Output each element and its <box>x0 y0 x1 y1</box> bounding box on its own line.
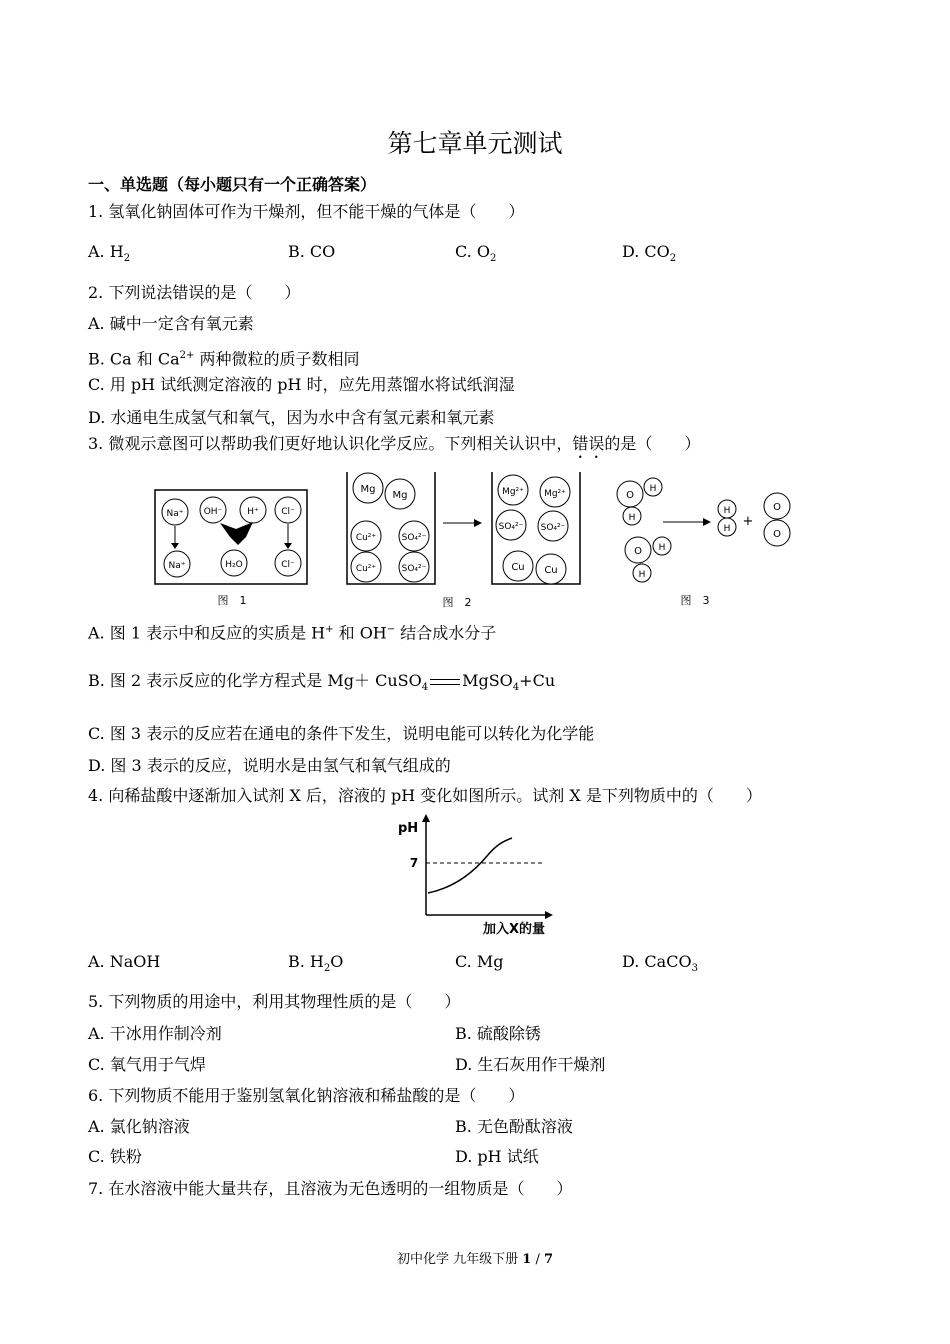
q3-option-a: A. 图 1 表示中和反应的实质是 H+ 和 OH− 结合成水分子 <box>88 623 497 643</box>
svg-text:O: O <box>773 502 781 513</box>
q5-option-d: D. 生石灰用作干燥剂 <box>455 1055 606 1074</box>
fig1-h-ion <box>240 497 266 523</box>
fig3-oxygen-molecule <box>764 493 790 546</box>
fig2-sulfate-ion <box>538 511 568 541</box>
figure-3-caption: 图 3 <box>680 594 710 607</box>
svg-text:Mg²⁺: Mg²⁺ <box>502 487 524 497</box>
q6-option-d: D. pH 试纸 <box>455 1147 539 1166</box>
svg-text:Cu: Cu <box>511 562 525 573</box>
svg-text:SO₄²⁻: SO₄²⁻ <box>401 533 427 543</box>
page-number: 1 <box>522 1252 532 1267</box>
q6-option-c: C. 铁粉 <box>88 1147 142 1166</box>
q2-stem: 2. 下列说法错误的是（ ） <box>88 283 301 302</box>
svg-text:H: H <box>723 506 731 516</box>
figure-1-caption: 图 1 <box>217 594 247 607</box>
q3-option-b: B. 图 2 表示反应的化学方程式是 Mg＋ CuSO$_4$ MgSO$_4$+Cu <box>88 671 556 694</box>
svg-text:H: H <box>723 524 731 534</box>
figure-3-electrolysis <box>605 472 805 612</box>
q4-stem: 4. 向稀盐酸中逐渐加入试剂 X 后，溶液的 pH 变化如图所示。试剂 X 是下列物质中的（ ） <box>88 786 762 805</box>
svg-text:H: H <box>628 513 636 523</box>
fig2-mg-atom <box>385 479 415 509</box>
fig2-cu-ion <box>351 552 381 582</box>
q5-option-b: B. 硫酸除锈 <box>455 1024 541 1043</box>
q2-option-d: D. 水通电生成氢气和氧气，因为水中含有氢元素和氧元素 <box>88 408 495 427</box>
fig2-cu-atom <box>503 551 533 581</box>
fig1-na-ion <box>162 499 188 525</box>
figure-2-displacement <box>340 470 585 615</box>
svg-text:Cu: Cu <box>544 565 558 576</box>
section-heading: 一、单选题（每小题只有一个正确答案） <box>88 175 377 194</box>
svg-text:H: H <box>649 484 657 494</box>
fig1-na-ion-after <box>164 551 190 577</box>
svg-text:Na⁺: Na⁺ <box>168 561 186 571</box>
q3-stem: 3. 微观示意图可以帮助我们更好地认识化学反应。下列相关认识中，错误的是（ ） <box>88 434 701 453</box>
q4-ph-chart <box>392 812 562 940</box>
svg-text:Mg: Mg <box>360 484 376 495</box>
q4-option-a: A. NaOH <box>88 952 161 971</box>
svg-text:Cl⁻: Cl⁻ <box>281 560 295 570</box>
fig1-combine-arrow <box>220 522 253 545</box>
double-line-equals <box>430 679 460 685</box>
svg-text:SO₄²⁻: SO₄²⁻ <box>401 564 427 574</box>
q3-option-c: C. 图 3 表示的反应若在通电的条件下发生，说明电能可以转化为化学能 <box>88 724 595 743</box>
fig2-sulfate-ion <box>399 521 429 551</box>
q4-option-c: C. Mg <box>455 952 504 971</box>
fig2-cu-atom <box>536 554 566 584</box>
fig3-plus-sign: + <box>742 514 754 529</box>
fig1-cl-ion-after <box>275 550 301 576</box>
page-total: 7 <box>543 1252 554 1267</box>
svg-text:SO₄²⁻: SO₄²⁻ <box>540 523 566 533</box>
svg-text:SO₄²⁻: SO₄²⁻ <box>498 522 524 532</box>
q4-option-d: D. CaCO$_3$ <box>622 952 698 975</box>
fig2-mg-atom <box>353 473 383 503</box>
q2-option-b: B. Ca 和 $Ca^{2+}$ 两种微粒的质子数相同 <box>88 349 360 369</box>
svg-text:Mg: Mg <box>392 490 408 501</box>
fig2-mg-ion <box>540 477 570 507</box>
chart-x-label: 加入X的量 <box>482 922 546 937</box>
svg-text:H: H <box>638 570 646 580</box>
q5-option-c: C. 氧气用于气焊 <box>88 1055 206 1074</box>
svg-text:OH⁻: OH⁻ <box>203 507 223 517</box>
page-title: 第七章单元测试 <box>387 129 563 158</box>
svg-text:O: O <box>626 490 634 501</box>
fig2-sulfate-ion <box>399 552 429 582</box>
svg-text:H⁺: H⁺ <box>247 507 259 517</box>
chart-y-label: pH <box>398 821 419 836</box>
svg-text:Cl⁻: Cl⁻ <box>281 507 295 517</box>
chart-tick-7: 7 <box>409 856 419 870</box>
q1-option-c: C. $O_2$ <box>455 242 497 265</box>
q3-option-d: D. 图 3 表示的反应，说明水是由氢气和氧气组成的 <box>88 756 451 775</box>
fig1-cl-ion <box>275 497 301 523</box>
fig2-mg-ion <box>498 475 528 505</box>
chart-ph-curve <box>428 838 512 893</box>
q2-option-c: C. 用 pH 试纸测定溶液的 pH 时，应先用蒸馏水将试纸润湿 <box>88 375 515 394</box>
page-footer: 初中化学 九年级下册 1 / 7 <box>396 1252 554 1267</box>
q6-stem: 6. 下列物质不能用于鉴别氢氧化钠溶液和稀盐酸的是（ ） <box>88 1086 525 1105</box>
fig3-water-molecule <box>617 478 662 525</box>
svg-text:Mg²⁺: Mg²⁺ <box>544 489 566 499</box>
fig1-water-molecule <box>221 550 247 576</box>
fig2-sulfate-ion <box>496 510 526 540</box>
q7-stem: 7. 在水溶液中能大量共存，且溶液为无色透明的一组物质是（ ） <box>88 1179 573 1198</box>
q5-stem: 5. 下列物质的用途中，利用其物理性质的是（ ） <box>88 992 461 1011</box>
svg-text:H: H <box>658 543 666 553</box>
svg-text:O: O <box>773 529 781 540</box>
q1-option-a: A. $H_2$ <box>88 242 131 265</box>
q5-option-a: A. 干冰用作制冷剂 <box>88 1024 222 1043</box>
q6-option-b: B. 无色酚酞溶液 <box>455 1117 573 1136</box>
q4-option-b: B. $H_2O$ <box>288 952 344 975</box>
q1-stem: 1. 氢氧化钠固体可作为干燥剂，但不能干燥的气体是（ ） <box>88 202 525 221</box>
fig1-oh-ion <box>200 497 226 523</box>
fig2-cu-ion <box>351 521 381 551</box>
figure-2-caption: 图 2 <box>442 596 472 609</box>
q1-option-b: B. CO <box>288 242 336 261</box>
fig3-water-molecule <box>625 537 671 582</box>
q6-option-a: A. 氯化钠溶液 <box>88 1117 190 1136</box>
svg-text:H₂O: H₂O <box>225 560 243 570</box>
q1-option-d: D. $CO_2$ <box>622 242 677 265</box>
svg-text:Cu²⁺: Cu²⁺ <box>355 533 377 543</box>
svg-text:O: O <box>634 546 642 557</box>
footer-course: 初中化学 九年级下册 <box>396 1252 519 1267</box>
figure-1-neutralization <box>150 485 315 610</box>
svg-text:Na⁺: Na⁺ <box>166 509 184 519</box>
q2-option-a: A. 碱中一定含有氧元素 <box>88 314 254 333</box>
fig3-hydrogen-molecule <box>718 500 736 536</box>
svg-text:Cu²⁺: Cu²⁺ <box>355 564 377 574</box>
